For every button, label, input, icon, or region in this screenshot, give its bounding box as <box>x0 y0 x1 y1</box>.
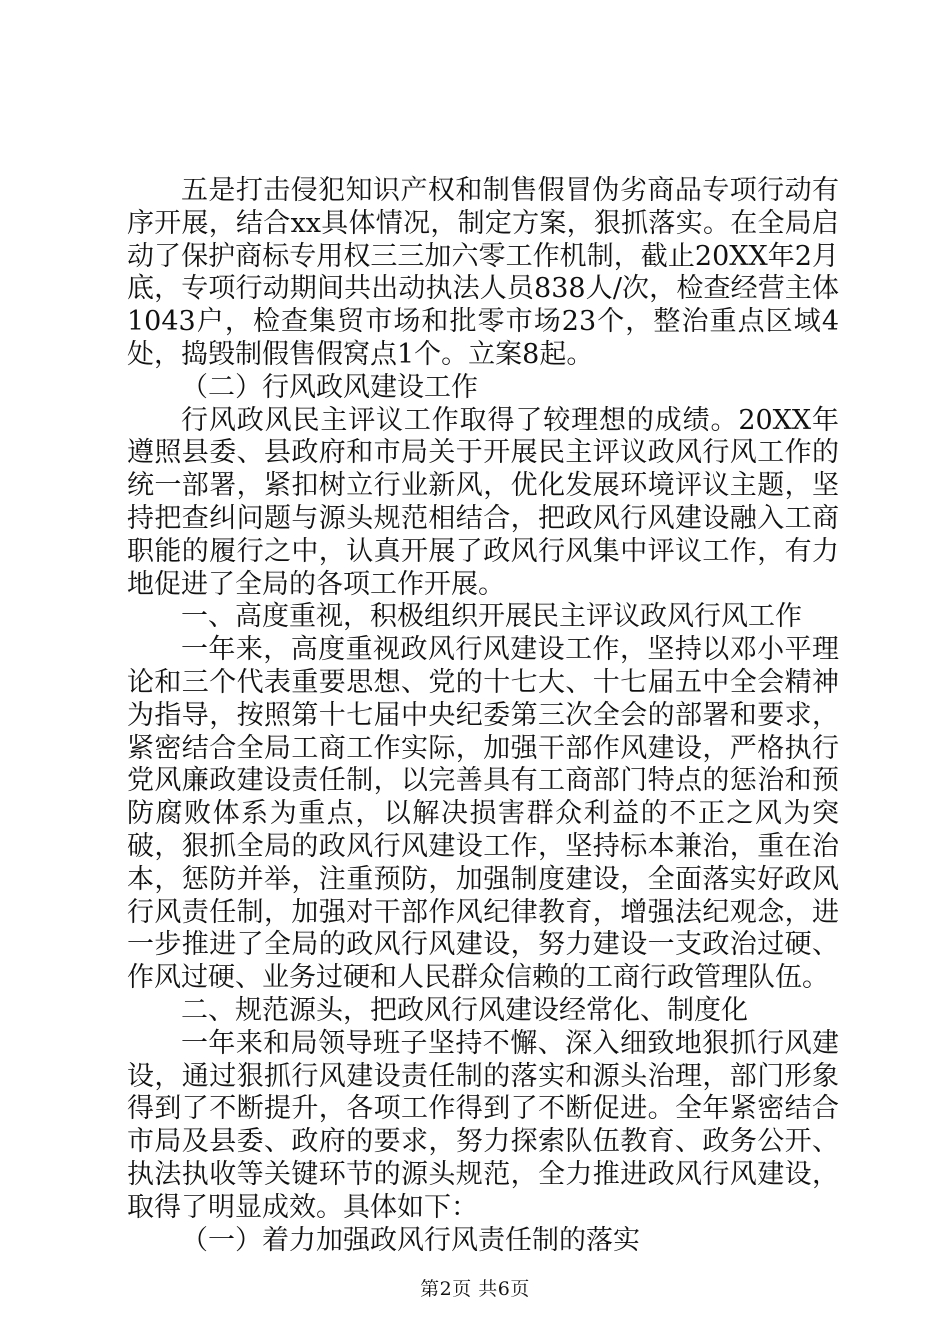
paragraph-democratic-review: 行风政风民主评议工作取得了较理想的成绩。20XX年遵照县委、县政府和市局关于开展民主评议政风行风工作的统一部署，紧扣树立行业新风，优化发展环境评议主题，坚持把查纠问题与源头规范相结合，把政风行风建设融入工商职能的履行之中，认真开展了政风行风集中评议工作，有力地促进了全局的各项工作开展。 <box>127 404 839 600</box>
section-heading-work-style: （二）行风政风建设工作 <box>181 371 478 403</box>
heading-attach-importance: 一、高度重视，积极组织开展民主评议政风行风工作 <box>181 601 802 633</box>
page-number-footer: 第2页 共6页 <box>420 1278 530 1300</box>
document-body <box>127 175 839 1257</box>
heading-standardize-source: 二、规范源头，把政风行风建设经常化、制度化 <box>181 994 748 1026</box>
paragraph-past-year: 一年来，高度重视政风行风建设工作，坚持以邓小平理论和三个代表重要思想、党的十七大、十七届五中全会精神为指导，按照第十七届中央纪委第三次全会的部署和要求，紧密结合全局工商工作实际，加强干部作风建设，严格执行党风廉政建设责任制，以完善具有工商部门特点的惩治和预防腐败体系为重点，以解决损害群众利益的不正之风为突破，狠抓全局的政风行风建设工作，坚持标本兼治，重在治本，惩防并举，注重预防，加强制度建设，全面落实好政风行风责任制，加强对干部作风纪律教育，增强法纪观念，进一步推进了全局的政风行风建设，努力建设一支政治过硬、作风过硬、业务过硬和人民群众信赖的工商行政管理队伍。 <box>127 634 839 994</box>
heading-responsibility: （一）着力加强政风行风责任制的落实 <box>181 1224 640 1256</box>
paragraph-special-action: 五是打击侵犯知识产权和制售假冒伪劣商品专项行动有序开展，结合xx具体情况，制定方案，狠抓落实。在全局启动了保护商标专用权三三加六零工作机制，截止20XX年2月底，专项行动期间共出动执法人员838人/次，检查经营主体1043户，检查集贸市场和批零市场23个，整治重点区域4处，捣毁制假售假窝点1个。立案8起。 <box>127 175 839 370</box>
paragraph-leadership: 一年来和局领导班子坚持不懈、深入细致地狠抓行风建设，通过狠抓行风建设责任制的落实和源头治理，部门形象得到了不断提升，各项工作得到了不断促进。全年紧密结合市局及县委、政府的要求，努力探索队伍教育、政务公开、执法执收等关键环节的源头规范，全力推进政风行风建设，取得了明显成效。具体如下： <box>127 1027 839 1223</box>
